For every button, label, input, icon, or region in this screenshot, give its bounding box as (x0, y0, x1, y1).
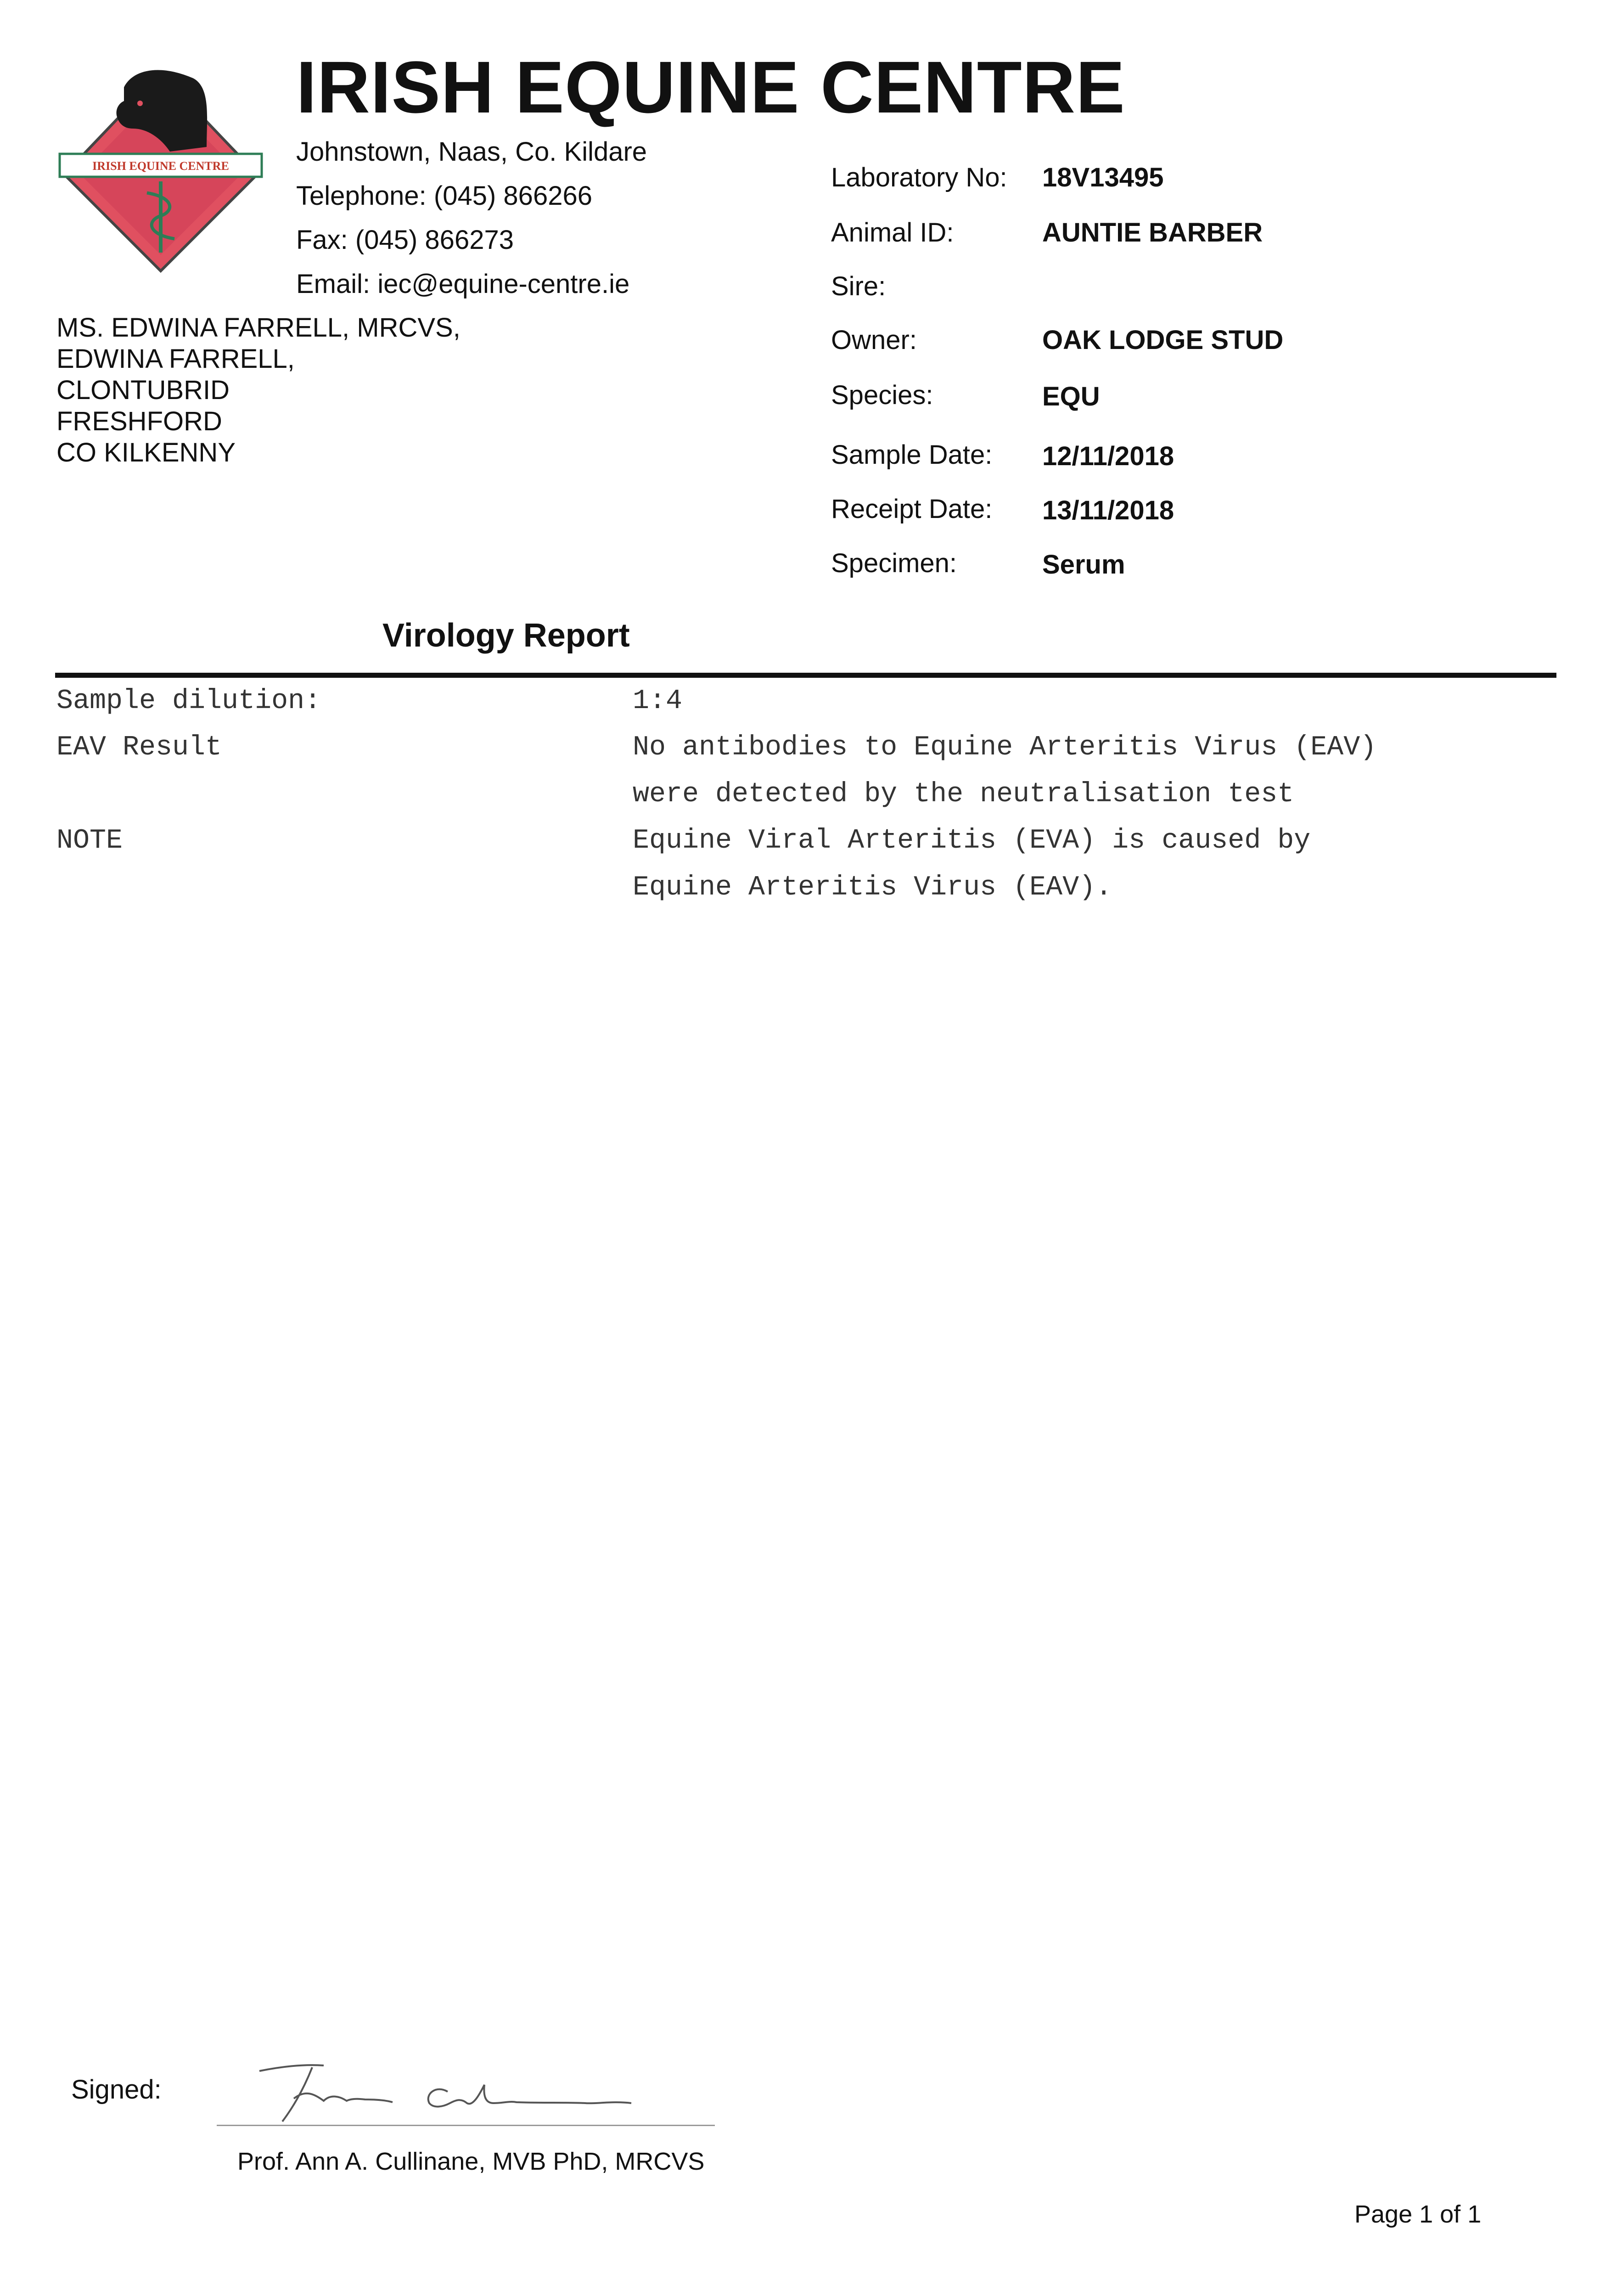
eav-result-label: EAV Result (56, 732, 222, 763)
lab-no-value: 18V13495 (1042, 163, 1164, 192)
species-label: Species: (831, 380, 933, 410)
email: Email: iec@equine-centre.ie (296, 269, 630, 299)
recipient-line: MS. EDWINA FARRELL, MRCVS, (56, 313, 461, 343)
telephone: Telephone: (045) 866266 (296, 181, 592, 211)
address: Johnstown, Naas, Co. Kildare (296, 137, 647, 167)
sample-dilution-value: 1:4 (633, 686, 683, 717)
section-divider (55, 673, 1556, 678)
signer-name: Prof. Ann A. Cullinane, MVB PhD, MRCVS (237, 2148, 705, 2175)
note-line: Equine Arteritis Virus (EAV). (633, 872, 1112, 903)
organization-name: IRISH EQUINE CENTRE (296, 46, 1125, 128)
owner-value: OAK LODGE STUD (1042, 325, 1284, 355)
receipt-date-value: 13/11/2018 (1042, 495, 1174, 525)
lab-no-label: Laboratory No: (831, 163, 1007, 192)
specimen-label: Specimen: (831, 548, 957, 578)
irish-equine-centre-logo (55, 60, 266, 276)
signature-line (217, 2125, 715, 2126)
receipt-date-label: Receipt Date: (831, 494, 993, 524)
sample-date-value: 12/11/2018 (1042, 441, 1174, 471)
sample-date-label: Sample Date: (831, 440, 993, 470)
specimen-value: Serum (1042, 550, 1125, 580)
handwritten-signature (255, 2057, 640, 2126)
signed-label: Signed: (71, 2075, 162, 2105)
sire-label: Sire: (831, 271, 886, 301)
sample-dilution-label: Sample dilution: (56, 686, 321, 717)
note-line: Equine Viral Arteritis (EVA) is caused by (633, 825, 1311, 856)
note-label: NOTE (56, 825, 123, 856)
report-title: Virology Report (382, 617, 630, 654)
recipient-line: EDWINA FARRELL, (56, 344, 295, 374)
recipient-line: CLONTUBRID (56, 375, 230, 405)
recipient-line: FRESHFORD (56, 406, 222, 436)
recipient-address (56, 312, 461, 468)
animal-id-value: AUNTIE BARBER (1042, 218, 1263, 248)
recipient-line: CO KILKENNY (56, 438, 236, 467)
page-number: Page 1 of 1 (1354, 2200, 1482, 2228)
owner-label: Owner: (831, 325, 917, 355)
logo-text: IRISH EQUINE CENTRE (92, 159, 229, 173)
species-value: EQU (1042, 382, 1100, 411)
eav-result-line: No antibodies to Equine Arteritis Virus (EAV) (633, 732, 1377, 763)
animal-id-label: Animal ID: (831, 218, 954, 248)
fax: Fax: (045) 866273 (296, 225, 514, 255)
eav-result-line: were detected by the neutralisation test (633, 779, 1294, 810)
